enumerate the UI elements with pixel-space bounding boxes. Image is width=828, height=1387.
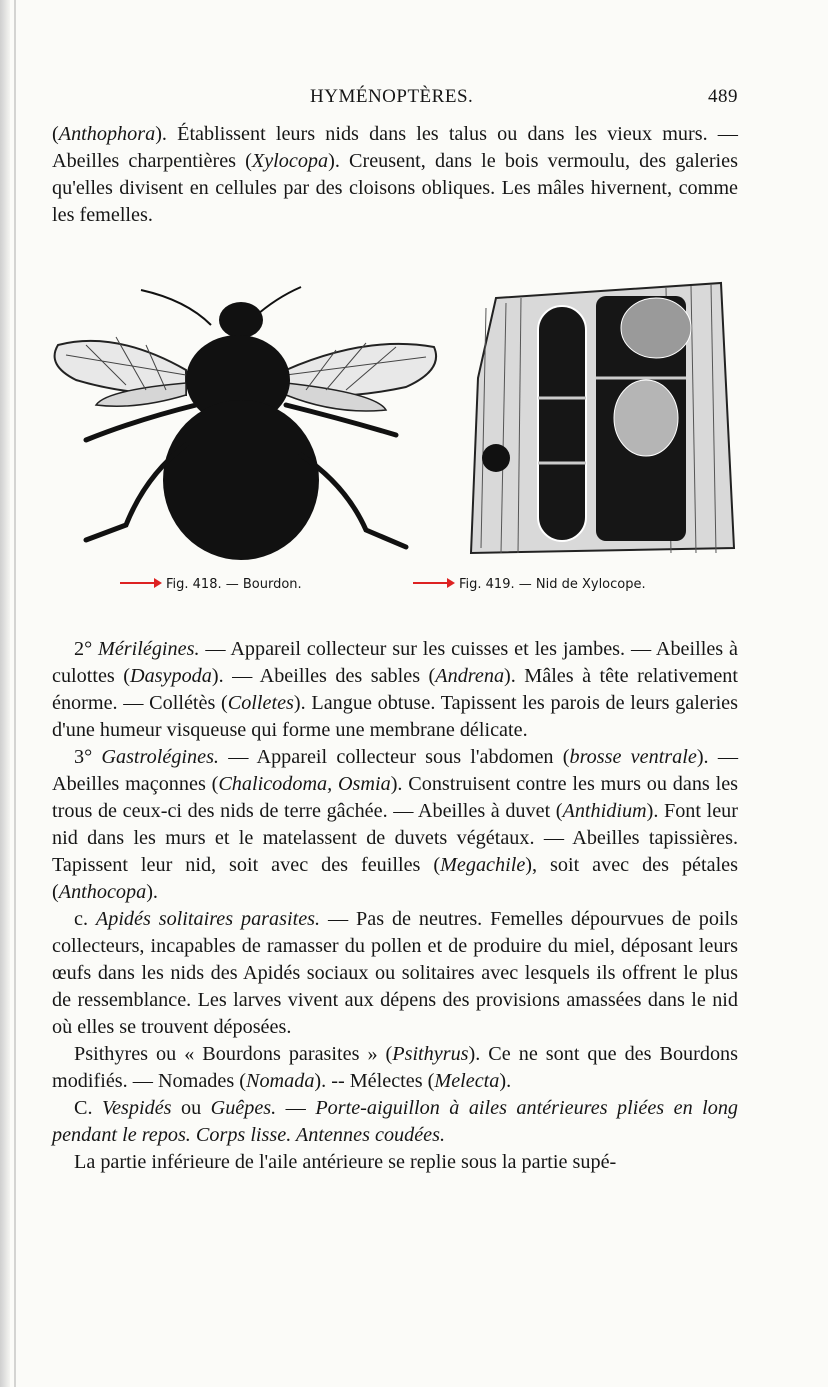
bumblebee-illustration (46, 275, 446, 565)
running-title: HYMÉNOPTÈRES. (310, 86, 474, 107)
fig-419-caption-text: Fig. 419. — Nid de Xylocope. (459, 577, 646, 592)
paragraph-merilegines: 2° Mérilégines. — Appareil collecteur sur les cuisses et les jambes. — Abeilles à culottes (Dasypoda). — Abeilles des sables (Andrena). Mâles à tête relativement énorme. — Collétès (Colletes). Langue obtuse. Tapissent les parois de leurs galeries d'une humeur visqueuse qui forme une membrane délicate. (52, 638, 738, 741)
xylocopa-nest-illustration (466, 268, 740, 563)
paragraph-apides-solitaires: c. Apidés solitaires parasites. — Pas de neutres. Femelles dépourvues de poils collecteurs, incapables de ramasser du pollen et de produire du miel, déposant leurs œufs dans les nids des Apidés sociaux ou solitaires avec lesquels ils offrent le plus de ressemblance. Les larves vivent aux dépens des provisions amassées dans le nid où elles se trouvent déposées. (52, 908, 739, 1038)
paragraph-vespides: C. Vespidés ou Guêpes. — Porte-aiguillon à ailes antérieures pliées en long pendant le repos. Corps lisse. Antennes coudées. (52, 1097, 739, 1146)
red-arrow-icon (120, 582, 160, 584)
main-text (52, 636, 738, 1176)
genus-xylocopa: Xylocopa (251, 150, 329, 172)
page-number: 489 (708, 86, 738, 107)
intro-text-2: ). Creusent, dans le bois vermoulu, des galeries qu'elles divisent en cellules par des cloisons obliques. Les mâles hivernent, comme les femelles. (52, 150, 738, 226)
right-wing (286, 343, 436, 411)
intro-paragraph: (Anthophora). Établissent leurs nids dans les talus ou dans les vieux murs. — Abeilles charpentières (Xylocopa). Creusent, dans le bois vermoulu, des galeries qu'elles divisent en cellules par des cloisons obliques. Les mâles hivernent, comme les femelles. (52, 123, 738, 226)
figure-419-caption (413, 577, 646, 592)
fig-418-caption-text: Fig. 418. — Bourdon. (166, 577, 302, 592)
red-arrow-icon (413, 582, 453, 584)
genus-anthophora: Anthophora (58, 123, 156, 145)
intro-text-1: ). Établissent leurs nids dans les talus ou dans les vieux murs. — Abeilles charpentières ( (52, 123, 738, 172)
paragraph-gastrolegines: 3° Gastrolégines. — Appareil collecteur sous l'abdomen (brosse ventrale). — Abeilles maçonnes (Chalicodoma, Osmia). Construisent contre les murs ou dans les trous de ceux-ci des nids de terre gâchée. — Abeilles à duvet (Anthidium). Font leur nid dans les murs et le matelassent de duvets végétaux. — Abeilles tapissières. Tapissent leur nid, soit avec des feuilles (Megachile), soit avec des pétales (Anthocopa). (52, 746, 739, 903)
paragraph-last-line: La partie inférieure de l'aile antérieure se replie sous la partie supé- (74, 1151, 617, 1173)
left-wing (55, 337, 186, 406)
paragraph-psithyres: Psithyres ou « Bourdons parasites » (Psithyrus). Ce ne sont que des Bourdons modifiés. — Nomades (Nomada). -- Mélectes (Melecta). (52, 1043, 738, 1092)
page-edge-shadow (0, 0, 10, 1387)
figure-418-caption (120, 577, 302, 592)
binding-line (14, 0, 16, 1387)
